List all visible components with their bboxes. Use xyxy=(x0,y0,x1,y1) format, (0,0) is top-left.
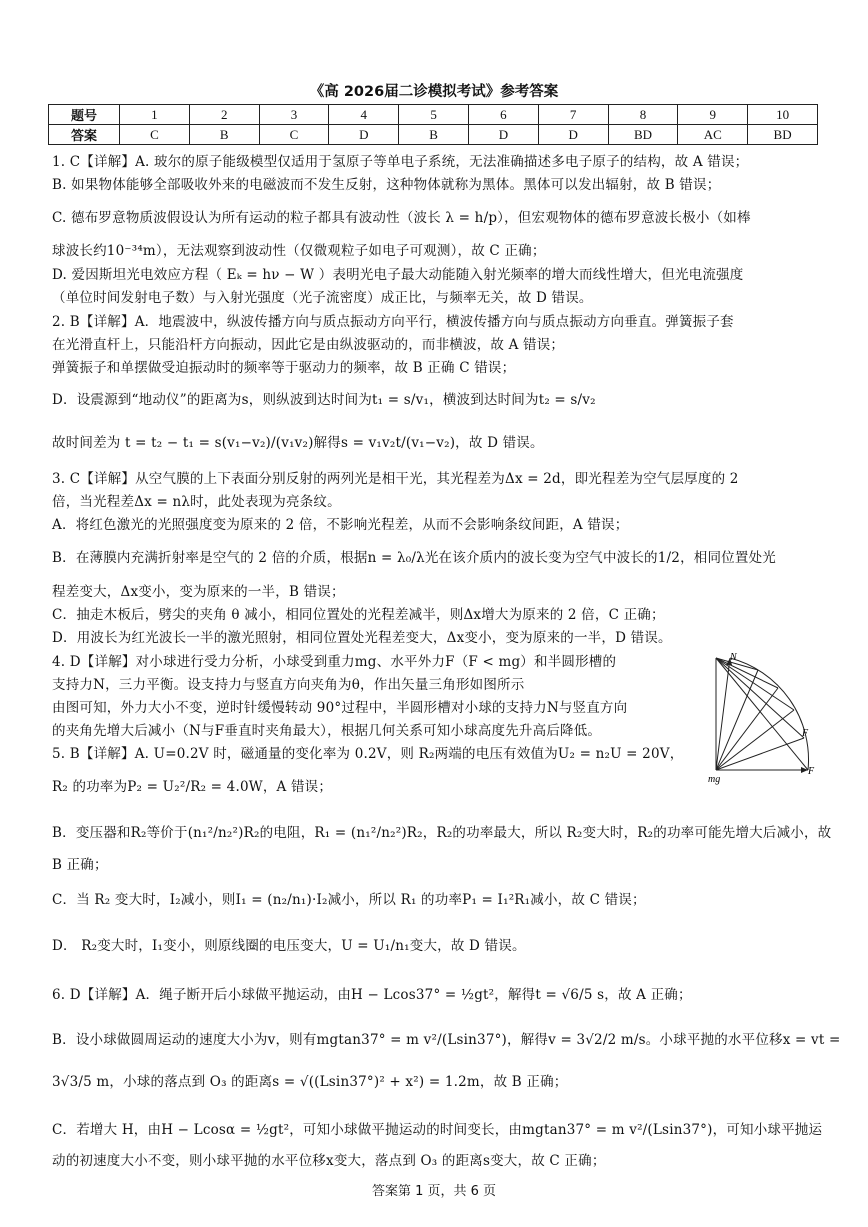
text-line: 程差变大，Δx变小，变为原来的一半，B 错误； xyxy=(52,584,345,600)
answer-cell: C xyxy=(259,125,329,145)
answer-cell: C xyxy=(120,125,190,145)
question-number: 10 xyxy=(748,105,818,125)
question-number: 4 xyxy=(329,105,399,125)
text-line: B．变压器和R₂等价于(n₁²/n₂²)R₂的电阻，R₁ = (n₁²/n₂²)R₂，R₂的功率最大，所以 R₂变大时，R₂的功率可能先增大后减小，故 xyxy=(52,825,832,841)
question-number: 2 xyxy=(189,105,259,125)
question-number: 5 xyxy=(399,105,469,125)
label-f-mid: F xyxy=(802,728,809,739)
text-line: 故时间差为 t = t₂ − t₁ = s(v₁−v₂)/(v₁v₂)解得s = v₁v₂t/(v₁−v₂)，故 D 错误。 xyxy=(52,435,544,451)
text-line: D. 爱因斯坦光电效应方程（ Eₖ = hν − W ）表明光电子最大动能随入射光频率的增大而线性增大，但光电流强度 xyxy=(52,267,744,283)
arrow-head xyxy=(801,767,808,773)
text-line: 倍，当光程差Δx = nλ时，此处表现为亮条纹。 xyxy=(52,494,341,510)
text-line: 弹簧振子和单摆做受迫振动时的频率等于驱动力的频率，故 B 正确 C 错误； xyxy=(52,360,516,376)
force-line xyxy=(716,738,804,770)
text-line: 4. D【详解】对小球进行受力分析，小球受到重力mg、水平外力F（F < mg）和半圆形槽的 xyxy=(52,654,617,670)
text-line: D． R₂变大时，I₁变小，则原线圈的电压变大，U = U₁/n₁变大，故 D 错误。 xyxy=(52,938,526,954)
text-line: 支持力N，三力平衡。设支持力与竖直方向夹角为θ，作出矢量三角形如图所示 xyxy=(52,677,525,693)
text-line: B. 如果物体能够全部吸收外来的电磁波而不发生反射，这种物体就称为黑体。黑体可以发出辐射，故 B 错误； xyxy=(52,177,721,193)
text-line: 的夹角先增大后减小（N与F垂直时夹角最大），根据几何关系可知小球高度先升高后降低。 xyxy=(52,723,602,739)
answer-cell: AC xyxy=(678,125,748,145)
force-line xyxy=(716,658,794,710)
text-line: C．当 R₂ 变大时，I₂减小，则I₁ = (n₂/n₁)·I₂减小，所以 R₁ 的功率P₁ = I₁²R₁减小，故 C 错误； xyxy=(52,892,646,908)
question-number-label: 题号 xyxy=(49,105,120,125)
text-line: R₂ 的功率为P₂ = U₂²/R₂ = 4.0W，A 错误； xyxy=(52,779,333,795)
answer-cell: BD xyxy=(748,125,818,145)
text-line: 2. B【详解】A．地震波中，纵波传播方向与质点振动方向平行，横波传播方向与质点振动方向垂直。弹簧振子套 xyxy=(52,314,734,330)
text-line: 3√3/5 m，小球的落点到 O₃ 的距离s = √((Lsin37°)² + x²) = 1.2m，故 B 正确； xyxy=(52,1074,568,1090)
question-number: 1 xyxy=(120,105,190,125)
answer-cell: D xyxy=(468,125,538,145)
text-line: 5. B【详解】A. U=0.2V 时，磁通量的变化率为 0.2V，则 R₂两端的电压有效值为U₂ = n₂U = 20V， xyxy=(52,746,684,762)
answer-cell: D xyxy=(538,125,608,145)
text-line: B．在薄膜内充满折射率是空气的 2 倍的介质，根据n = λ₀/λ光在该介质内的波长变为空气中波长的1/2，相同位置处光 xyxy=(52,550,776,566)
question-number: 7 xyxy=(538,105,608,125)
text-line: 由图可知，外力大小不变，逆时针缓慢转动 90°过程中，半圆形槽对小球的支持力N与竖直方向 xyxy=(52,700,628,716)
text-line: B．设小球做圆周运动的速度大小为v，则有mgtan37° = m v²/(Lsin37°)，解得v = 3√2/2 m/s。小球平抛的水平位移x = vt = xyxy=(52,1032,841,1048)
answer-label: 答案 xyxy=(49,125,120,145)
question-number: 8 xyxy=(608,105,678,125)
answer-table-header-row xyxy=(49,105,818,125)
text-line: 6. D【详解】A．绳子断开后小球做平抛运动，由H − Lcos37° = ½gt²，解得t = √6/5 s，故 A 正确； xyxy=(52,987,692,1003)
text-line: （单位时间发射电子数）与入射光强度（光子流密度）成正比，与频率无关，故 D 错误。 xyxy=(52,290,593,306)
question-number: 9 xyxy=(678,105,748,125)
text-line: 在光滑直杆上，只能沿杆方向振动，因此它是由纵波驱动的，而非横波，故 A 错误； xyxy=(52,337,565,353)
text-line: 动的初速度大小不变，则小球平抛的水平位移x变大，落点到 O₃ 的距离s变大，故 C 正确； xyxy=(52,1153,606,1169)
page-title: 《高 2026届二诊模拟考试》参考答案 xyxy=(309,84,559,100)
text-line: 3. C【详解】从空气膜的上下表面分别反射的两列光是相干光，其光程差为Δx = 2d，即光程差为空气层厚度的 2 xyxy=(52,471,739,487)
label-f-right: F xyxy=(808,766,815,777)
text-line: 球波长约10⁻³⁴m），无法观察到波动性（仅微观粒子如电子可观测），故 C 正确； xyxy=(52,243,546,259)
label-mg: mg xyxy=(708,774,721,785)
answer-cell: B xyxy=(189,125,259,145)
answer-cell: B xyxy=(399,125,469,145)
text-line: A．将红色激光的光照强度变为原来的 2 倍，不影响光程差，从而不会影响条纹间距，A 错误； xyxy=(52,517,629,533)
question-number: 6 xyxy=(468,105,538,125)
label-n: N xyxy=(730,652,737,663)
force-line xyxy=(716,658,778,688)
text-line: 1. C【详解】A. 玻尔的原子能级模型仅适用于氢原子等单电子系统，无法准确描述多电子原子的结构，故 A 错误； xyxy=(52,154,749,170)
answer-cell: D xyxy=(329,125,399,145)
answer-table xyxy=(48,104,818,145)
answer-cell: BD xyxy=(608,125,678,145)
text-line: C. 德布罗意物质波假设认为所有运动的粒子都具有波动性（波长 λ = h/p），但宏观物体的德布罗意波长极小（如棒 xyxy=(52,210,751,226)
text-line: D．用波长为红光波长一半的激光照射，相同位置处光程差变大，Δx变小，变为原来的一半，D 错误。 xyxy=(52,630,672,646)
question-number: 3 xyxy=(259,105,329,125)
answer-table-answer-row xyxy=(49,125,818,145)
force-line xyxy=(716,658,804,738)
text-line: C．抽走木板后，劈尖的夹角 θ 减小，相同位置处的光程差减半，则Δx增大为原来的 2 倍，C 正确； xyxy=(52,607,665,623)
page-footer: 答案第 1 页，共 6 页 xyxy=(371,1184,497,1199)
text-line: B 正确； xyxy=(52,857,108,873)
force-triangle-figure xyxy=(700,650,820,790)
text-line: D．设震源到“地动仪”的距离为s，则纵波到达时间为t₁ = s/v₁，横波到达时间为t₂ = s/v₂ xyxy=(52,392,596,408)
text-line: C．若增大 H，由H − Lcosα = ½gt²，可知小球做平抛运动的时间变长，由mgtan37° = m v²/(Lsin37°)，可知小球平抛运 xyxy=(52,1122,823,1138)
